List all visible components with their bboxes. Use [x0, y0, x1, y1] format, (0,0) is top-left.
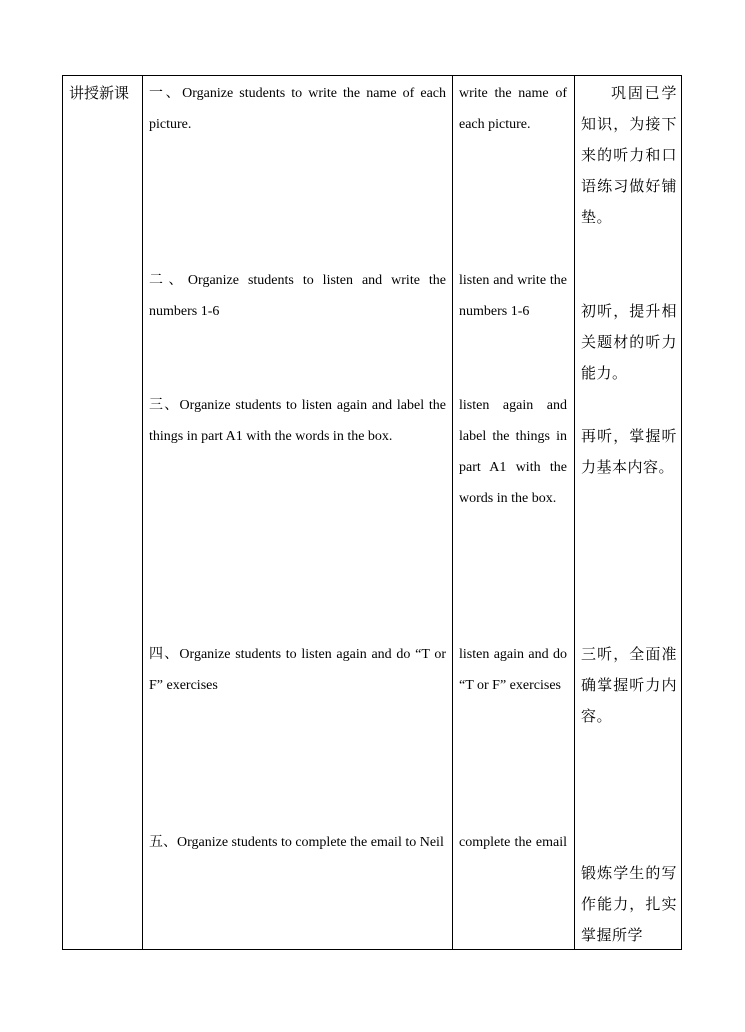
- student-activity-5: complete the email: [459, 835, 567, 850]
- teacher-activity-3: 三、Organize students to listen again and label the things in part A1 with the words in the box.: [149, 398, 446, 444]
- teacher-activity-4: 四、Organize students to listen again and do “T or F” exercises: [149, 647, 446, 693]
- teacher-activity-2: 二、Organize students to listen and write the numbers 1-6: [149, 273, 446, 319]
- student-activity-4: listen again and do “T or F” exercises: [459, 647, 567, 693]
- design-purpose-2: 初听，提升相关题材的听力能力。: [581, 302, 677, 382]
- column-divider: [452, 76, 453, 949]
- student-activity-2: listen and write the numbers 1-6: [459, 273, 567, 319]
- design-purpose-5: 锻炼学生的写作能力，扎实掌握所学: [581, 864, 677, 944]
- design-purpose-1: 巩固已学知识，为接下来的听力和口语练习做好铺垫。: [581, 84, 677, 226]
- section-label: 讲授新课: [69, 84, 130, 102]
- student-activity-3: listen again and label the things in part A1 with the words in the box.: [459, 398, 567, 506]
- teacher-activity-1: 一、Organize students to write the name of each picture.: [149, 86, 446, 132]
- lesson-table: [62, 75, 682, 950]
- student-activity-1: write the name of each picture.: [459, 86, 567, 132]
- column-divider: [142, 76, 143, 949]
- teacher-activity-5: 五、Organize students to complete the email to Neil: [149, 835, 444, 850]
- column-divider: [574, 76, 575, 949]
- design-purpose-4: 三听，全面准确掌握听力内容。: [581, 645, 677, 725]
- design-purpose-3: 再听，掌握听力基本内容。: [581, 427, 677, 476]
